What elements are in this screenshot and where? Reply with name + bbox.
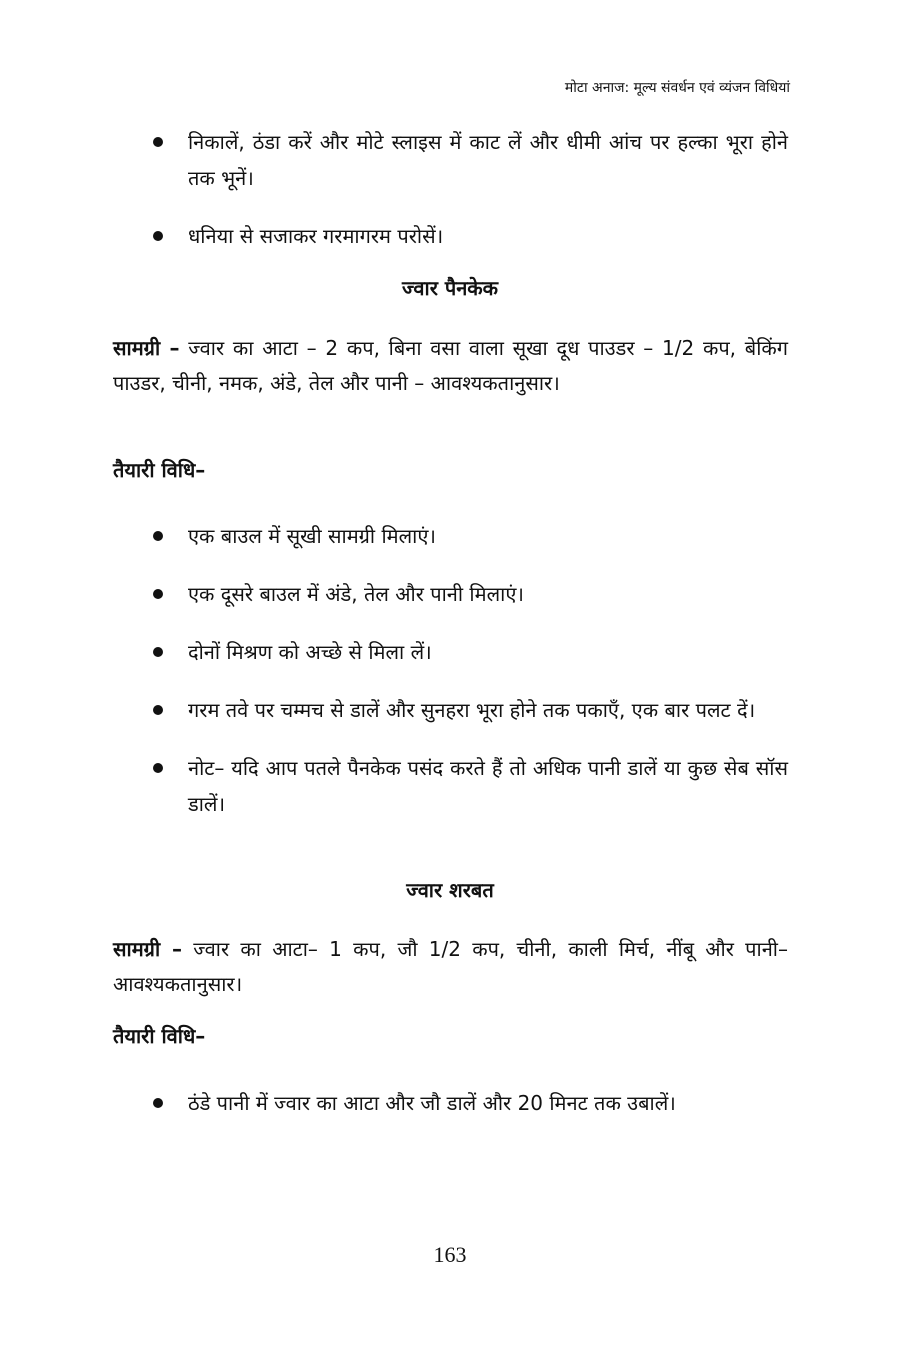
bullet-icon <box>153 231 163 241</box>
list-item <box>113 634 788 670</box>
list-item-text: ठंडे पानी में ज्वार का आटा और जौ डालें और 20 मिनट तक उबालें। <box>188 1091 676 1115</box>
ingredients-label: सामग्री – <box>113 937 182 961</box>
list-item-text: धनिया से सजाकर गरमागरम परोसें। <box>188 224 444 248</box>
recipe-steps <box>113 518 788 822</box>
recipe-steps <box>113 1085 788 1121</box>
bullet-icon <box>153 1098 163 1108</box>
list-item <box>113 750 788 822</box>
ingredients-paragraph <box>113 932 788 1002</box>
ingredients-text: ज्वार का आटा – 2 कप, बिना वसा वाला सूखा दूध पाउडर – 1/2 कप, बेकिंग पाउडर, चीनी, नमक, अंडे, तेल और पानी – आवश्यकतानुसार। <box>113 336 788 395</box>
recipe-title: ज्वार शरबत <box>406 878 494 902</box>
list-item <box>113 576 788 612</box>
ingredients-paragraph <box>113 331 788 401</box>
list-item <box>113 124 788 196</box>
bullet-icon <box>153 589 163 599</box>
list-item-text: एक बाउल में सूखी सामग्री मिलाएं। <box>188 524 436 548</box>
list-item-text: निकालें, ठंडा करें और मोटे स्लाइस में काट लें और धीमी आंच पर हल्का भूरा होने तक भूनें। <box>188 130 788 190</box>
ingredients-label: सामग्री – <box>113 336 180 360</box>
intro-steps <box>113 124 788 254</box>
page-number: 163 <box>433 1242 467 1267</box>
method-heading: तैयारी विधि– <box>113 458 206 482</box>
bullet-icon <box>153 137 163 147</box>
list-item-text: नोट– यदि आप पतले पैनकेक पसंद करते हैं तो अधिक पानी डालें या कुछ सेब सॉस डालें। <box>188 756 788 816</box>
bullet-icon <box>153 531 163 541</box>
list-item <box>113 518 788 554</box>
bullet-icon <box>153 705 163 715</box>
recipe-title: ज्वार पैनकेक <box>401 276 499 300</box>
list-item <box>113 692 788 728</box>
bullet-icon <box>153 763 163 773</box>
list-item <box>113 1085 788 1121</box>
list-item-text: गरम तवे पर चम्मच से डालें और सुनहरा भूरा होने तक पकाएँ, एक बार पलट दें। <box>188 698 756 722</box>
list-item <box>113 218 788 254</box>
bullet-icon <box>153 647 163 657</box>
running-header: मोटा अनाज: मूल्य संवर्धन एवं व्यंजन विधियां <box>564 80 790 96</box>
list-item-text: दोनों मिश्रण को अच्छे से मिला लें। <box>188 640 432 664</box>
method-heading: तैयारी विधि– <box>113 1024 206 1048</box>
list-item-text: एक दूसरे बाउल में अंडे, तेल और पानी मिलाएं। <box>188 582 524 606</box>
ingredients-text: ज्वार का आटा– 1 कप, जौ 1/2 कप, चीनी, काली मिर्च, नींबू और पानी– आवश्यकतानुसार। <box>113 937 788 996</box>
